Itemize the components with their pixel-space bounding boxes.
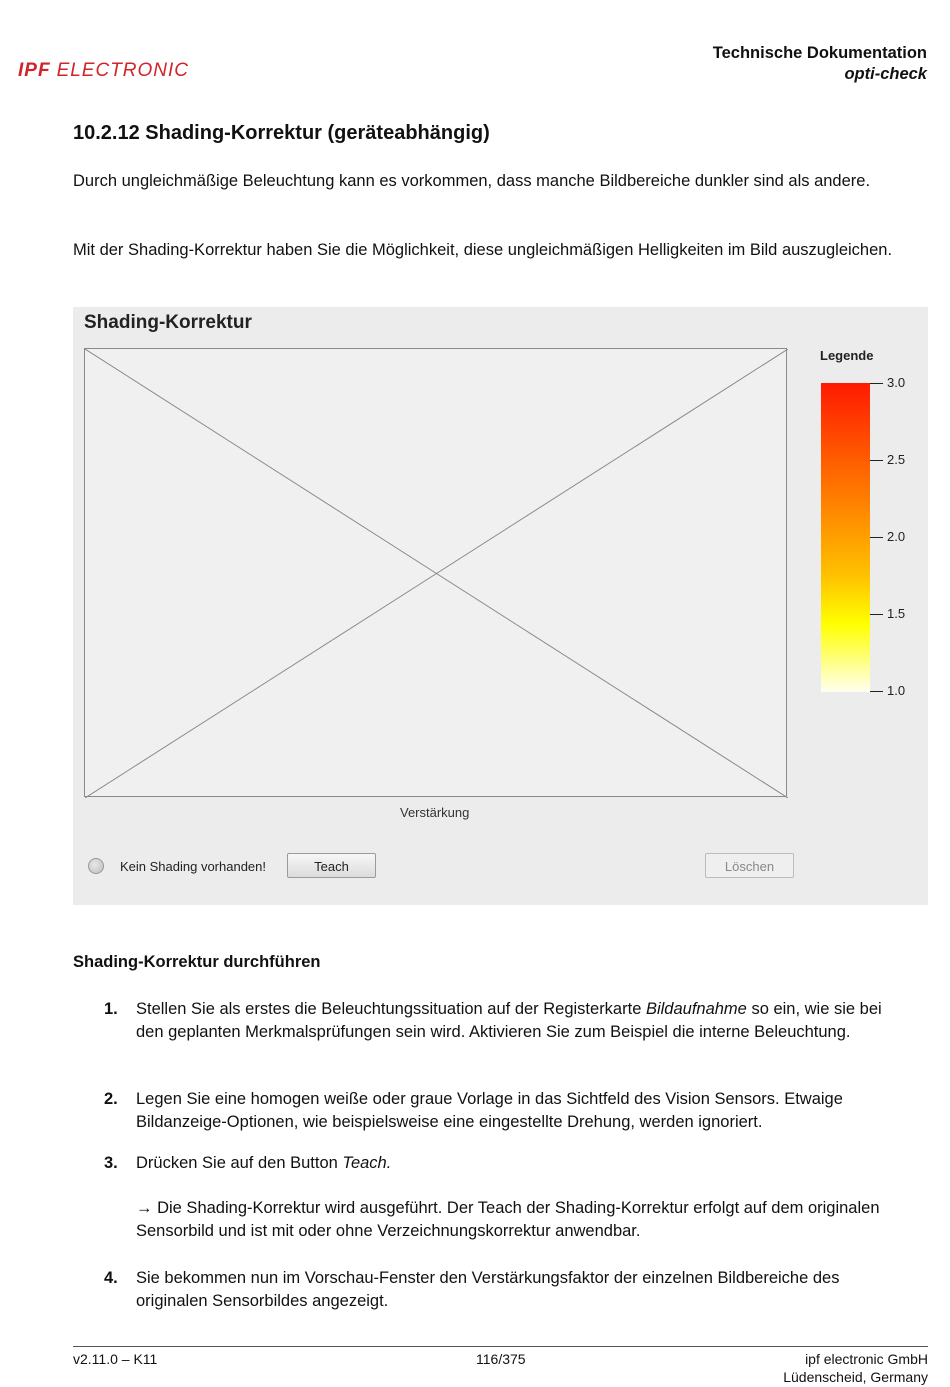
step-result [136, 1197, 903, 1243]
procedure-step [73, 1267, 903, 1313]
step-text [136, 998, 903, 1044]
doc-type: Technische Dokumentation [712, 44, 927, 62]
step-text-part: so ein, wie sie bei den geplanten Merkmalsprüfungen sein wird. Aktivieren Sie zum Beispiel die interne Beleuchtung. [136, 1000, 882, 1041]
footer-company [783, 1350, 928, 1386]
step-emphasis: Bildaufnahme [645, 1000, 747, 1018]
panel-title: Shading-Korrektur [84, 312, 252, 333]
legend-tick-label: 2.0 [887, 529, 906, 544]
footer-version: v2.11.0 – K11 [73, 1351, 158, 1367]
document-header [713, 43, 927, 85]
preview-window [84, 348, 787, 797]
legend-tick [870, 383, 883, 384]
company-location: Lüdenscheid, Germany [783, 1369, 928, 1385]
step-emphasis: Teach. [342, 1154, 392, 1172]
step-number: 3. [104, 1154, 118, 1172]
legend-tick [870, 537, 883, 538]
step-text: Legen Sie eine homogen weiße oder graue Vorlage in das Sichtfeld des Vision Sensors. Etwaige Bildanzeige-Optionen, wie beispielsweise eine eingestellte Drehung, werden ignoriert. [136, 1090, 843, 1131]
step-number: 1. [104, 1000, 118, 1018]
footer-divider [73, 1346, 928, 1347]
step-number: 4. [104, 1269, 118, 1287]
legend-tick-label: 1.0 [887, 683, 906, 698]
logo-brand: IPF [18, 60, 51, 81]
procedure-title: Shading-Korrektur durchführen [73, 953, 321, 971]
legend-tick-label: 2.5 [887, 452, 906, 467]
step-text-part: Drücken Sie auf den Button [136, 1154, 343, 1172]
status-text: Kein Shading vorhanden! [120, 859, 267, 874]
intro-paragraph-2: Mit der Shading-Korrektur haben Sie die Möglichkeit, diese ungleichmäßigen Helligkeiten im Bild auszugleichen. [73, 241, 893, 259]
teach-button[interactable]: Teach [287, 853, 376, 878]
company-name: ipf electronic GmbH [805, 1351, 928, 1367]
result-text: Die Shading-Korrektur wird ausgeführt. Der Teach der Shading-Korrektur erfolgt auf dem originalen Sensorbild und ist mit oder ohne Verzeichnungskorrektur anwendbar. [136, 1199, 880, 1240]
logo-word: ELECTRONIC [56, 60, 190, 81]
legend-tick-label: 3.0 [887, 375, 906, 390]
legend-tick-label: 1.5 [887, 606, 906, 621]
legend-tick [870, 614, 883, 615]
procedure-step [73, 998, 903, 1067]
legend-color-bar [821, 383, 870, 692]
procedure-step [73, 1088, 903, 1134]
legend-tick [870, 691, 883, 692]
legend-title: Legende [820, 348, 874, 363]
arrow-icon: → [136, 1199, 153, 1217]
delete-button[interactable]: Löschen [705, 853, 794, 878]
product-name: opti-check [844, 65, 927, 83]
footer-page-number: 116/375 [476, 1351, 526, 1367]
step-text: Sie bekommen nun im Vorschau-Fenster den Verstärkungsfaktor der einzelnen Bildbereiche des originalen Sensorbildes angezeigt. [136, 1269, 840, 1310]
company-logo [18, 60, 189, 82]
status-indicator-icon [88, 858, 104, 874]
intro-paragraph-1: Durch ungleichmäßige Beleuchtung kann es vorkommen, dass manche Bildbereiche dunkler sind als andere. [73, 172, 871, 190]
procedure-step [73, 1152, 903, 1175]
shading-correction-panel [73, 307, 928, 905]
section-title: 10.2.12 Shading-Korrektur (geräteabhängig) [73, 122, 490, 144]
legend-tick [870, 460, 883, 461]
step-text [136, 1152, 903, 1175]
placeholder-cross-icon [85, 349, 788, 798]
preview-label: Verstärkung [400, 805, 470, 820]
step-number: 2. [104, 1090, 118, 1108]
step-text-part: Stellen Sie als erstes die Beleuchtungssituation auf der Registerkarte [136, 1000, 646, 1018]
